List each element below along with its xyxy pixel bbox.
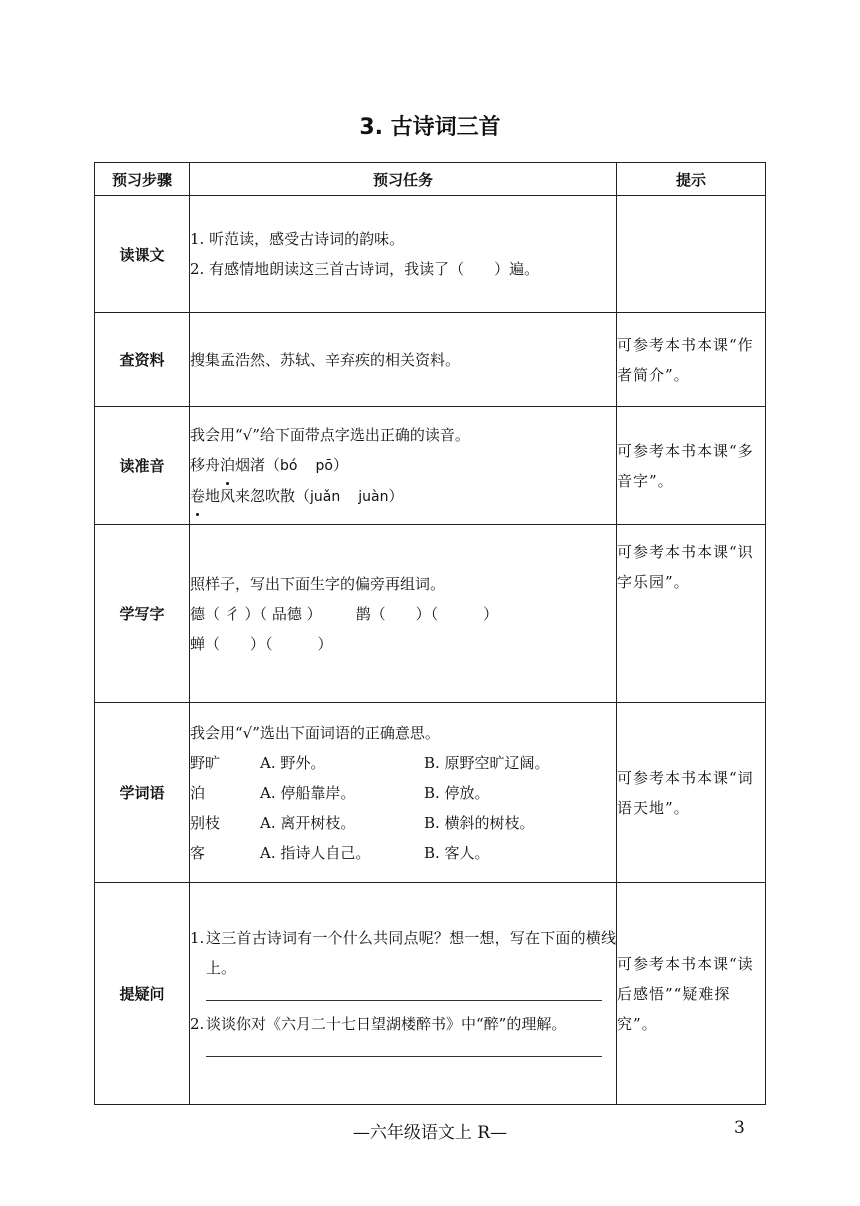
table-row: [95, 196, 766, 313]
hint-words: 可参考本书本课“词语天地”。: [617, 703, 766, 883]
word-row: [190, 808, 616, 838]
header-hint: 提示: [617, 163, 766, 196]
option-b[interactable]: B. 横斜的树枝。: [424, 813, 535, 832]
answer: （ 彳 ）（ 品德 ）: [205, 604, 322, 623]
char: 蝉: [190, 634, 206, 653]
option-b[interactable]: B. 停放。: [424, 783, 490, 802]
task-line: 搜集孟浩然、苏轼、辛弃疾的相关资料。: [190, 350, 461, 369]
table-row: [95, 703, 766, 883]
option-b[interactable]: B. 原野空旷辽阔。: [424, 753, 550, 772]
question-number: 1.: [190, 928, 205, 947]
option-a[interactable]: A. 离开树枝。: [260, 813, 356, 832]
word: 别枝: [190, 813, 221, 832]
task-line: 1. 听范读，感受古诗词的韵味。: [190, 230, 405, 248]
header-step: 预习步骤: [95, 163, 190, 196]
pinyin-option[interactable]: bó: [280, 457, 298, 474]
option-a[interactable]: A. 指诗人自己。: [260, 843, 371, 862]
step-pronounce: 读准音: [95, 407, 190, 525]
option-b[interactable]: B. 客人。: [424, 843, 490, 862]
option-a[interactable]: A. 野外。: [260, 753, 326, 772]
task-instruction: 我会用“√”给下面带点字选出正确的读音。: [190, 425, 470, 444]
step-read-text: 读课文: [95, 196, 190, 313]
writing-question: [190, 629, 616, 659]
hint-pronounce: 可参考本书本课“多音字”。: [617, 407, 766, 525]
text: ）: [388, 486, 404, 505]
blank[interactable]: （ ）（ ）: [370, 604, 499, 623]
table-row: [95, 883, 766, 1105]
question-number: 2.: [190, 1014, 205, 1033]
word: 泊: [190, 783, 206, 802]
char: 德: [190, 604, 206, 623]
task-research: [190, 313, 617, 407]
dotted-char: 泊: [220, 450, 235, 480]
word: 野旷: [190, 753, 221, 772]
hint-read-text: [617, 196, 766, 313]
text: 移舟: [190, 455, 221, 474]
word-row: [190, 838, 616, 868]
task-instruction: 照样子，写出下面生字的偏旁再组词。: [190, 574, 446, 593]
pinyin-option[interactable]: pō: [315, 457, 333, 474]
step-questions: 提疑问: [95, 883, 190, 1105]
answer-line[interactable]: [206, 1055, 602, 1057]
question-text: 这三首古诗词有一个什么共同点呢？想一想，写在下面的横线上。: [206, 928, 616, 977]
task-instruction: 我会用“√”选出下面词语的正确意思。: [190, 723, 440, 742]
task-questions: [190, 883, 617, 1105]
page-number: 3: [734, 1118, 745, 1138]
header-task: 预习任务: [190, 163, 617, 196]
pronounce-item-1: [190, 450, 616, 481]
pinyin-option[interactable]: juàn: [358, 488, 389, 505]
dotted-char: 卷: [190, 481, 205, 511]
question-text: 谈谈你对《六月二十七日望湖楼醉书》中“醉”的理解。: [206, 1014, 567, 1033]
blank[interactable]: （ ）（ ）: [205, 634, 333, 653]
text: 烟渚（: [235, 455, 281, 474]
text: ）: [332, 455, 348, 474]
text: 地风来忽吹散（: [205, 486, 311, 505]
step-research: 查资料: [95, 313, 190, 407]
answer-line[interactable]: [206, 999, 602, 1001]
table-row: [95, 407, 766, 525]
word: 客: [190, 843, 206, 862]
task-writing: [190, 525, 617, 703]
page-title: 3. 古诗词三首: [359, 115, 501, 140]
page-footer: —六年级语文上 R—: [352, 1123, 508, 1143]
option-a[interactable]: A. 停船靠岸。: [260, 783, 356, 802]
table-row: [95, 525, 766, 703]
word-row: [190, 778, 616, 808]
pinyin-option[interactable]: juǎn: [310, 488, 341, 505]
task-words: [190, 703, 617, 883]
question-1: [190, 923, 616, 983]
step-writing: 学写字: [95, 525, 190, 703]
hint-writing: 可参考本书本课“识字乐园”。: [617, 525, 766, 703]
preview-table: [94, 162, 766, 1105]
task-read-text: [190, 196, 617, 313]
pronounce-item-2: [190, 481, 616, 512]
step-words: 学词语: [95, 703, 190, 883]
table-header-row: [95, 163, 766, 196]
question-2: [190, 1009, 616, 1039]
word-row: [190, 748, 616, 778]
hint-questions: 可参考本书本课“读后感悟”“疑难探究”。: [617, 883, 766, 1105]
char: 鹊: [355, 604, 371, 623]
table-row: [95, 313, 766, 407]
writing-example: [190, 599, 616, 629]
hint-research: 可参考本书本课“作者简介”。: [617, 313, 766, 407]
task-line: 2. 有感情地朗读这三首古诗词，我读了（ ）遍。: [190, 260, 540, 278]
task-pronounce: [190, 407, 617, 525]
